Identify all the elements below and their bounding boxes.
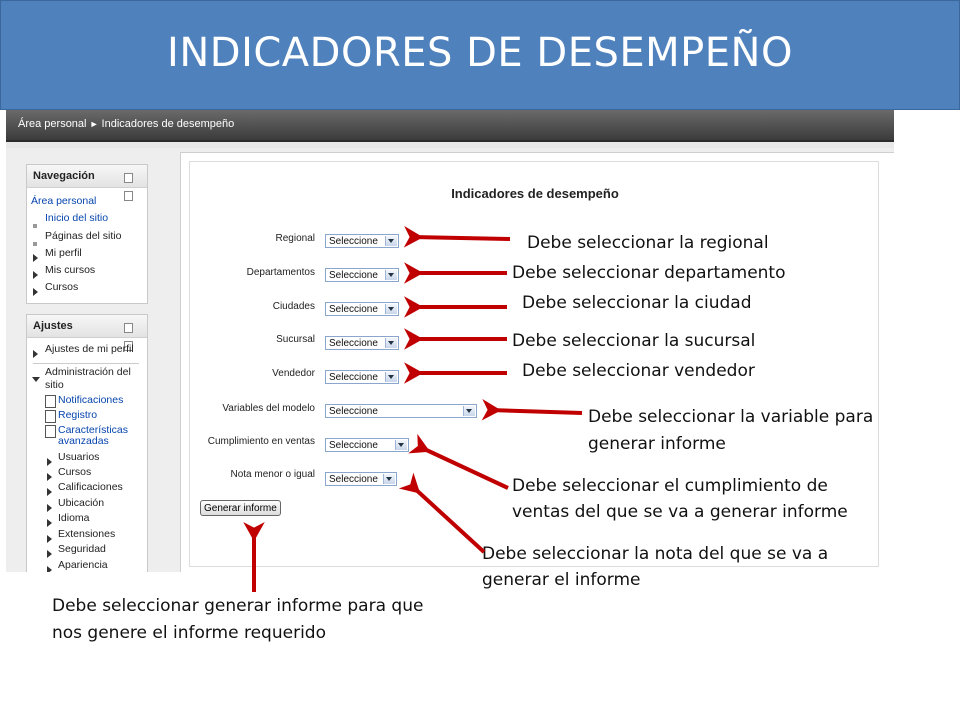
select-ciudades[interactable]: Seleccione xyxy=(325,302,399,316)
annotation-variable-line1: Debe seleccionar la variable para xyxy=(588,407,874,427)
annotation-cumplimiento-line2: ventas del que se va a generar informe xyxy=(512,502,848,522)
label-regional: Regional xyxy=(275,233,315,244)
arrow-regional xyxy=(412,237,510,239)
label-variables: Variables del modelo xyxy=(222,403,315,414)
admin-item-seguridad[interactable]: Seguridad xyxy=(58,543,106,555)
nav-item-mi-perfil[interactable]: Mi perfil xyxy=(45,247,82,259)
select-nota-menor[interactable]: Seleccione xyxy=(325,472,397,486)
breadcrumb-home[interactable]: Área personal xyxy=(18,118,87,130)
nav-item-cursos[interactable]: Cursos xyxy=(45,281,79,293)
nav-item-area-personal[interactable]: Área personal xyxy=(31,195,97,207)
generar-informe-button[interactable]: Generar informe xyxy=(200,500,281,516)
annotation-departamento: Debe seleccionar departamento xyxy=(512,263,786,283)
nav-item-inicio[interactable]: Inicio del sitio xyxy=(45,212,109,224)
annotation-sucursal: Debe seleccionar la sucursal xyxy=(512,331,756,351)
annotation-generar-line2: nos genere el informe requerido xyxy=(52,623,326,643)
settings-block-title: Ajustes xyxy=(33,320,73,332)
arrow-nota xyxy=(412,486,484,552)
annotation-vendedor: Debe seleccionar vendedor xyxy=(522,361,755,381)
admin-item-calificaciones[interactable]: Calificaciones xyxy=(58,481,123,493)
admin-link-caracteristicas[interactable]: Características xyxy=(58,424,129,436)
annotation-cumplimiento-line1: Debe seleccionar el cumplimiento de xyxy=(512,476,828,496)
annotation-ciudad: Debe seleccionar la ciudad xyxy=(522,293,752,313)
annotation-nota-line1: Debe seleccionar la nota del que se va a xyxy=(482,544,829,564)
select-regional[interactable]: Seleccione xyxy=(325,234,399,248)
select-sucursal[interactable]: Seleccione xyxy=(325,336,399,350)
navigation-block-title: Navegación xyxy=(33,170,95,182)
arrow-cumplimiento xyxy=(420,447,508,488)
label-vendedor: Vendedor xyxy=(272,368,315,379)
select-departamentos[interactable]: Seleccione xyxy=(325,268,399,282)
breadcrumb-separator-icon: ► xyxy=(89,119,99,129)
annotation-nota-line2: generar el informe xyxy=(482,570,641,590)
form-title: Indicadores de desempeño xyxy=(451,186,619,201)
admin-link-caracteristicas-line2[interactable]: avanzadas xyxy=(58,435,109,447)
settings-item-admin[interactable]: Administración del xyxy=(45,366,131,378)
admin-link-registro[interactable]: Registro xyxy=(58,409,98,421)
select-variables-modelo[interactable]: Seleccione xyxy=(325,404,477,418)
annotation-regional: Debe seleccionar la regional xyxy=(527,233,769,253)
admin-item-apariencia[interactable]: Apariencia xyxy=(58,559,108,571)
annotation-variable-line2: generar informe xyxy=(588,434,726,454)
admin-item-ubicacion[interactable]: Ubicación xyxy=(58,497,105,509)
label-cumplimiento: Cumplimiento en ventas xyxy=(207,436,315,447)
admin-link-notificaciones[interactable]: Notificaciones xyxy=(58,394,124,406)
label-nota: Nota menor o igual xyxy=(230,469,315,480)
select-cumplimiento-ventas[interactable]: Seleccione xyxy=(325,438,409,452)
settings-item-admin-line2: sitio xyxy=(45,379,64,391)
admin-item-cursos[interactable]: Cursos xyxy=(58,466,92,478)
nav-item-mis-cursos[interactable]: Mis cursos xyxy=(45,264,96,276)
annotation-generar-line1: Debe seleccionar generar informe para que xyxy=(52,596,424,616)
select-vendedor[interactable]: Seleccione xyxy=(325,370,399,384)
admin-item-extensiones[interactable]: Extensiones xyxy=(58,528,116,540)
admin-item-idioma[interactable]: Idioma xyxy=(58,512,90,524)
label-departamentos: Departamentos xyxy=(246,267,315,278)
nav-item-paginas[interactable]: Páginas del sitio xyxy=(45,230,122,242)
settings-item-profile[interactable]: Ajustes de mi perfil xyxy=(45,343,134,355)
admin-item-usuarios[interactable]: Usuarios xyxy=(58,451,100,463)
arrow-variable xyxy=(490,410,582,413)
slide-title: INDICADORES DE DESEMPEÑO xyxy=(167,30,793,76)
breadcrumb-current: Indicadores de desempeño xyxy=(101,118,235,130)
label-ciudades: Ciudades xyxy=(272,301,315,312)
label-sucursal: Sucursal xyxy=(276,334,315,345)
